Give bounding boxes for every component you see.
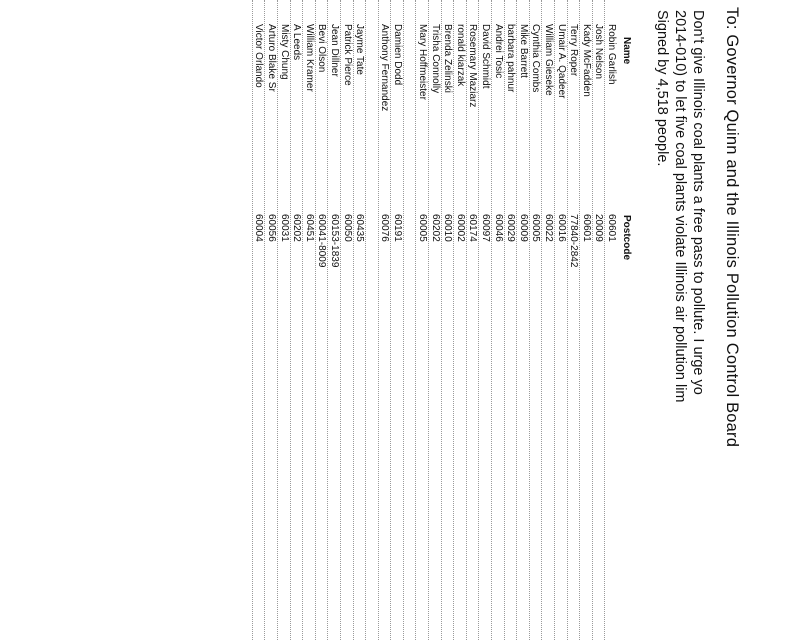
table-row <box>529 0 542 640</box>
signer-postcode: 60016 <box>555 214 567 242</box>
table-row <box>554 0 567 640</box>
table-row <box>478 0 491 640</box>
signer-postcode: 60153-1839 <box>328 214 340 268</box>
body-line: Don't give Illinois coal plants a free pass to pollute. I urge yo <box>690 10 706 395</box>
signer-name: Arturo Blake Sr <box>265 24 277 92</box>
signer-postcode: 60002 <box>454 214 466 242</box>
signer-postcode: 60046 <box>492 214 504 242</box>
signer-name: Anthony Fernandez <box>379 24 391 112</box>
signer-postcode: 60202 <box>429 214 441 242</box>
signer-name: Trisha Connolly <box>429 24 441 94</box>
signer-postcode: 60022 <box>543 214 555 242</box>
signer-name: Patrick Pierce <box>341 24 353 86</box>
signer-name: Terry Roper <box>568 24 580 77</box>
signer-postcode: 60056 <box>265 214 277 242</box>
table-row <box>353 0 366 640</box>
signature-table <box>252 0 617 640</box>
signer-name: Mike Barrett <box>517 24 529 78</box>
table-row <box>327 0 340 640</box>
signer-postcode: 60005 <box>530 214 542 242</box>
signer-postcode: 60076 <box>379 214 391 242</box>
signer-name: Andrei Tosic <box>492 24 504 79</box>
table-row <box>516 0 529 640</box>
signer-name: Cynthia Combs <box>530 24 542 93</box>
signer-name: barbara pahnur <box>505 24 517 93</box>
signer-postcode: 60029 <box>505 214 517 242</box>
table-row <box>567 0 580 640</box>
signer-postcode: 60004 <box>253 214 265 242</box>
table-row <box>252 0 265 640</box>
table-row <box>315 0 328 640</box>
signature-table-header <box>618 0 632 640</box>
signer-name: A Leeds <box>291 24 303 61</box>
postcode-column-header: Postcode <box>621 215 632 261</box>
signer-postcode: 60097 <box>480 214 492 242</box>
table-row <box>264 0 277 640</box>
signer-name: ronald kiarzak <box>454 24 466 87</box>
signer-name: Brenda Zelinski <box>442 24 454 93</box>
signer-name: Jean Dillner <box>328 24 340 77</box>
table-row <box>466 0 479 640</box>
signature-count: Signed by 4,518 people. <box>654 10 670 167</box>
signer-name: Misty Chung <box>278 24 290 80</box>
table-row <box>504 0 517 640</box>
signer-name: Mary Hoffmeister <box>417 24 429 100</box>
table-row <box>365 0 378 640</box>
signer-name: Kady McFadden <box>580 24 592 97</box>
signer-name: William Kramer <box>303 24 315 92</box>
table-row <box>302 0 315 640</box>
signer-postcode: 60601 <box>606 214 617 242</box>
table-row <box>340 0 353 640</box>
signer-postcode: 60050 <box>341 214 353 242</box>
signer-postcode: 60031 <box>278 214 290 242</box>
signer-name: David Schmidt <box>480 24 492 89</box>
signer-postcode: 60174 <box>467 214 479 242</box>
table-row <box>491 0 504 640</box>
signer-postcode: 60005 <box>417 214 429 242</box>
signer-postcode: 60191 <box>391 214 403 242</box>
table-row <box>604 0 617 640</box>
signer-postcode: 60010 <box>442 214 454 242</box>
table-row <box>403 0 416 640</box>
table-row <box>428 0 441 640</box>
table-row <box>441 0 454 640</box>
table-row <box>416 0 429 640</box>
signer-name: Victor Orlando <box>253 24 265 88</box>
signer-postcode: 60202 <box>291 214 303 242</box>
table-row <box>390 0 403 640</box>
signer-postcode: 60451 <box>303 214 315 242</box>
table-row <box>290 0 303 640</box>
signer-postcode: 60041-8009 <box>316 214 328 268</box>
signer-postcode: 60435 <box>354 214 366 242</box>
signer-name: Rosemary Maziarz <box>467 24 479 108</box>
petition-heading: To: Governor Quinn and the Illinois Pollution Control Board <box>723 7 741 448</box>
signer-name: Damien Dodd <box>391 24 403 86</box>
signer-name: Bevi Olson <box>316 24 328 73</box>
signer-postcode: 60601 <box>580 214 592 242</box>
signer-postcode: 20009 <box>593 214 605 242</box>
table-row <box>541 0 554 640</box>
signer-name: Umair A. Qadeer <box>555 24 567 99</box>
name-column-header: Name <box>621 37 632 65</box>
body-line: 2014-010) to let five coal plants violate Illinois air pollution lim <box>672 10 688 403</box>
signer-name: Jayme Tate <box>354 24 366 75</box>
table-row <box>378 0 391 640</box>
petition-body <box>671 10 707 640</box>
signer-name: Robin Garlish <box>606 24 617 85</box>
signer-name: William Gieseke <box>543 24 555 96</box>
signer-postcode: 60009 <box>517 214 529 242</box>
table-row <box>579 0 592 640</box>
signer-name: Josh Nelson <box>593 24 605 80</box>
table-row <box>277 0 290 640</box>
table-row <box>453 0 466 640</box>
table-row <box>592 0 605 640</box>
signer-postcode: 77840-2842 <box>568 214 580 268</box>
